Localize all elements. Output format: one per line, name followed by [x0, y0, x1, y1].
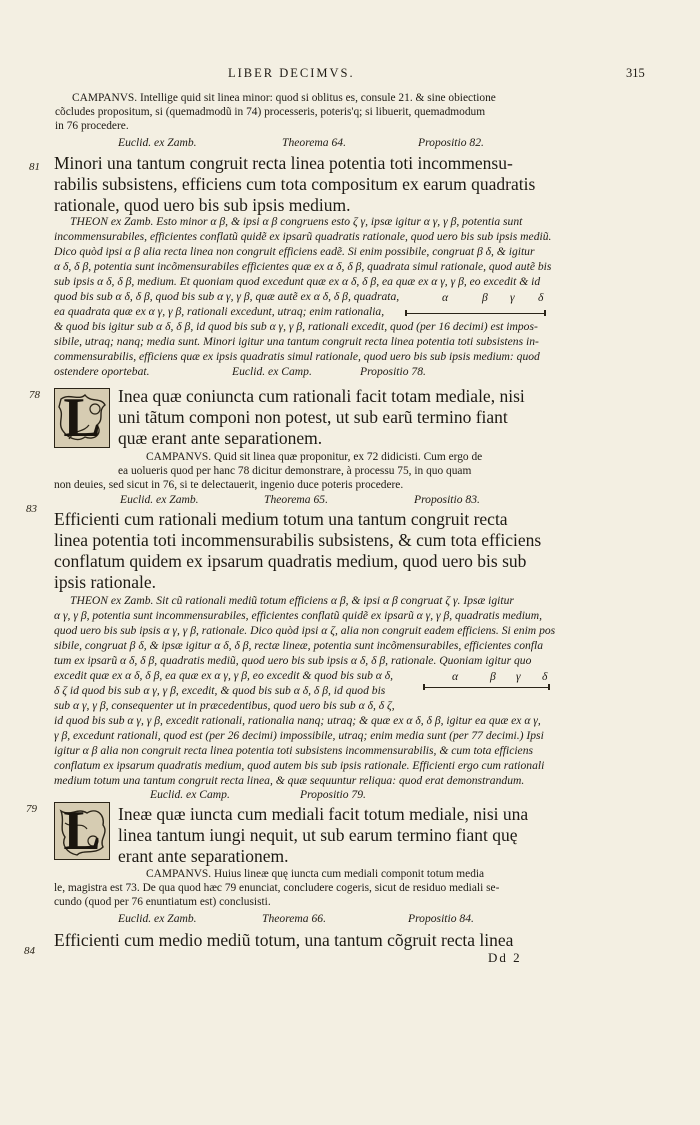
- proposition-line: rationale, quod uero bis sub ipsis medium.: [54, 195, 351, 215]
- theon-line: quod uero bis sub ipsis α γ, γ β, rationale. Dico quòd ipsi α ζ, alia non congruit eadem efficiens. Si enim pos: [54, 624, 556, 637]
- proposition-line: conflatum quidem ex ipsarum quadratis medium, quod uero bis sub: [54, 551, 527, 571]
- diagram-segment: [424, 687, 550, 688]
- theon-line: commensurabilis, efficiens quæ ex ipsis quadratis simul rationale, quod uero bis sub ipsis medium: quod: [54, 350, 540, 363]
- source-author: Euclid. ex Camp.: [232, 365, 312, 378]
- diagram-label: β: [482, 291, 488, 304]
- theon-line: quod bis sub α δ, δ β, quod bis sub α γ, γ β, quæ autẽ ex α δ, δ β, quadrata,: [54, 290, 400, 303]
- campanus-line: CAMPANVS. Quid sit linea quæ proponitur, ex 72 didicisti. Cum ergo de: [146, 451, 483, 463]
- proposition-line: rabilis subsistens, efficiens cum tota compositum ex earum quadratis: [54, 174, 536, 194]
- diagram-label: γ: [510, 291, 515, 304]
- proposition-line: quæ erant ante separationem.: [118, 428, 323, 448]
- proposition-line: erant ante separationem.: [118, 846, 289, 866]
- diagram-endpoint: [423, 684, 425, 690]
- margin-number: 79: [26, 803, 37, 815]
- theon-line: THEON ex Zamb. Sit cũ rationali mediũ totum efficiens α β, & ipsi α β congruat ζ γ. Ipsæ igitur: [70, 594, 514, 607]
- theon-line: id quod bis sub α γ, γ β, excedit rationali, rationalia nanq; utraq; & quæ ex α δ, δ β, igitur ea quæ ex α γ,: [54, 714, 541, 727]
- proposition-line: uni tãtum componi non potest, ut sub earũ termino fiant: [118, 407, 508, 427]
- diagram-label: α: [452, 670, 459, 683]
- theon-line: γ β, excedunt rationali, quod est (per 26 decimi) impossibile, utraq; enim media sunt (per 77 decimi.) Ipsi: [54, 729, 544, 742]
- propositio-number: Propositio 79.: [300, 788, 366, 801]
- diagram-segment: [406, 313, 546, 314]
- proposition-line: linea potentia toti incommensurabilis subsistens, & cum tota efficiens: [54, 530, 542, 550]
- theon-line: Dico quòd ipsi α β alia recta linea non congruit efficiens eadẽ. Si enim possibile, congruat β δ, & igitur: [54, 245, 535, 258]
- theon-line: α γ, γ β, potentia sunt incommensurabiles, efficientes conflatũ quidẽ ex ipsarũ α γ, γ β, quadratis medium,: [54, 609, 542, 622]
- theon-line: ea quadrata quæ ex α γ, γ β, rationali excedunt, utraq; enim rationalia,: [54, 305, 385, 318]
- theon-line: sub α γ, γ β, consequenter ut in præcedentibus, quod uero bis sub α δ, δ ζ,: [54, 699, 395, 712]
- diagram-label: γ: [516, 670, 521, 683]
- theon-line: sibile, congruat β δ, & ipsæ igitur α δ, δ β, rectæ lineæ, potentia sunt incõmensurabiles, efficientes confla: [54, 639, 544, 652]
- diagram-label: β: [490, 670, 496, 683]
- initial-letter: L: [63, 388, 101, 448]
- theon-line: medium totum una tantum congruit recta linea, & quæ sequuntur reliqua: quod erat demonstrandum.: [54, 774, 525, 787]
- proposition-line: Efficienti cum medio mediũ totum, una tantum cõgruit recta linea: [54, 930, 514, 950]
- theon-line: δ ζ id quod bis sub α γ, γ β, excedit, & quod bis sub α δ, δ β, id quod bis: [54, 684, 386, 697]
- campanus-line: le, magistra est 73. De qua quod hæc 79 enunciat, concludere cogeris, sicut de residuo mediali se-: [54, 882, 500, 894]
- diagram-label: δ: [538, 291, 544, 304]
- running-head: LIBER DECIMVS.: [228, 66, 355, 80]
- decorated-initial: [54, 802, 110, 860]
- margin-number: 78: [29, 389, 40, 401]
- theon-line: THEON ex Zamb. Esto minor α β, & ipsi α β congruens esto ζ γ, ipsæ igitur α γ, γ β, potentia sunt: [70, 215, 523, 228]
- campanus-line: in 76 procedere.: [55, 120, 129, 132]
- theon-line: excedit quæ ex α δ, δ β, ea quæ ex α γ, γ β, eo excedit & quod bis sub α δ,: [54, 669, 394, 682]
- margin-number: 81: [29, 161, 40, 173]
- theon-line: ostendere oportebat.: [54, 365, 150, 378]
- propositio-number: Propositio 82.: [418, 136, 484, 149]
- diagram-endpoint: [548, 684, 550, 690]
- theon-line: sibile, utraq; nanq; media sunt. Minori igitur una tantum congruit recta linea potentia toti subsistens in-: [54, 335, 539, 348]
- campanus-line: cundo (quod per 76 enuntiatum est) conclusisti.: [54, 896, 271, 908]
- source-author: Euclid. ex Zamb.: [118, 912, 197, 925]
- signature-mark: Dd 2: [488, 950, 522, 965]
- theon-line: & quod bis igitur sub α δ, δ β, id quod bis sub α γ, γ β, rationali excedit, quod (per 16 decimi) est impos-: [54, 320, 538, 333]
- source-author: Euclid. ex Zamb.: [118, 136, 197, 149]
- initial-letter: L: [63, 802, 101, 860]
- proposition-line: Inea quæ coniuncta cum rationali facit totam mediale, nisi: [118, 386, 525, 406]
- theorema-number: Theorema 66.: [262, 912, 326, 925]
- theon-line: igitur α β alia non congruit recta linea potentia toti subsistens incommensurabilis, & cum tota efficiens: [54, 744, 534, 757]
- proposition-line: Efficienti cum rationali medium totum una tantum congruit recta: [54, 509, 508, 529]
- margin-number: 83: [26, 503, 37, 515]
- theorema-number: Theorema 65.: [264, 493, 328, 506]
- proposition-line: Ineæ quæ iuncta cum mediali facit totum mediale, nisi una: [118, 804, 529, 824]
- diagram-label: α: [442, 291, 449, 304]
- propositio-number: Propositio 78.: [360, 365, 426, 378]
- theon-line: conflatum ex ipsarum quadratis medium, quod autem bis sub ipsis rationale. Efficienti ergo cum rationali: [54, 759, 545, 772]
- campanus-line: non deuies, sed sicut in 76, si te delectauerit, ingenio duce poteris procedere.: [54, 479, 404, 491]
- theon-line: incommensurabiles, efficientes conflatũ quidẽ ex ipsarũ quadratis rationale, quod uero bis sub ipsis mediũ.: [54, 230, 552, 243]
- campanus-line: CAMPANVS. Huius lineæ quę iuncta cum mediali componit totum media: [146, 868, 485, 880]
- theon-line: tum ex ipsarũ α δ, δ β, quadratis mediũ, quod uero bis sub ipsis α δ, δ β, rationale. Quoniam igitur quo: [54, 654, 532, 667]
- propositio-number: Propositio 83.: [414, 493, 480, 506]
- decorated-initial: [54, 388, 110, 448]
- theon-line: sub ipsis α δ, δ β, medium. Et quoniam quod excedunt quæ ex α δ, δ β, ea quæ ex α γ, γ β, eo excedit & id: [54, 275, 541, 288]
- source-author: Euclid. ex Zamb.: [120, 493, 199, 506]
- campanus-line: ea uolueris quod per hanc 78 dicitur demonstrare, à processu 75, in quo quam: [118, 465, 472, 477]
- campanus-line: CAMPANVS. Intellige quid sit linea minor: quod si oblitus es, consule 21. & sine obiectione: [72, 92, 496, 104]
- source-author: Euclid. ex Camp.: [150, 788, 230, 801]
- page-number: 315: [626, 66, 645, 80]
- theorema-number: Theorema 64.: [282, 136, 346, 149]
- margin-number: 84: [24, 945, 35, 957]
- propositio-number: Propositio 84.: [408, 912, 474, 925]
- proposition-line: ipsis rationale.: [54, 572, 157, 592]
- proposition-line: Minori una tantum congruit recta linea potentia toti incommensu-: [54, 153, 513, 173]
- diagram-endpoint: [544, 310, 546, 316]
- campanus-line: cõcludes propositum, si (quemadmodũ in 74) processeris, poteris'q; si libuerit, quemadmodum: [55, 106, 486, 118]
- diagram-endpoint: [405, 310, 407, 316]
- diagram-label: δ: [542, 670, 548, 683]
- theon-line: α δ, δ β, potentia sunt incõmensurabiles efficientes quæ ex α δ, δ β, quadrata simul rationale, quod autẽ bis: [54, 260, 552, 273]
- proposition-line: linea tantum iungi nequit, ut sub earum termino fiant quę: [118, 825, 518, 845]
